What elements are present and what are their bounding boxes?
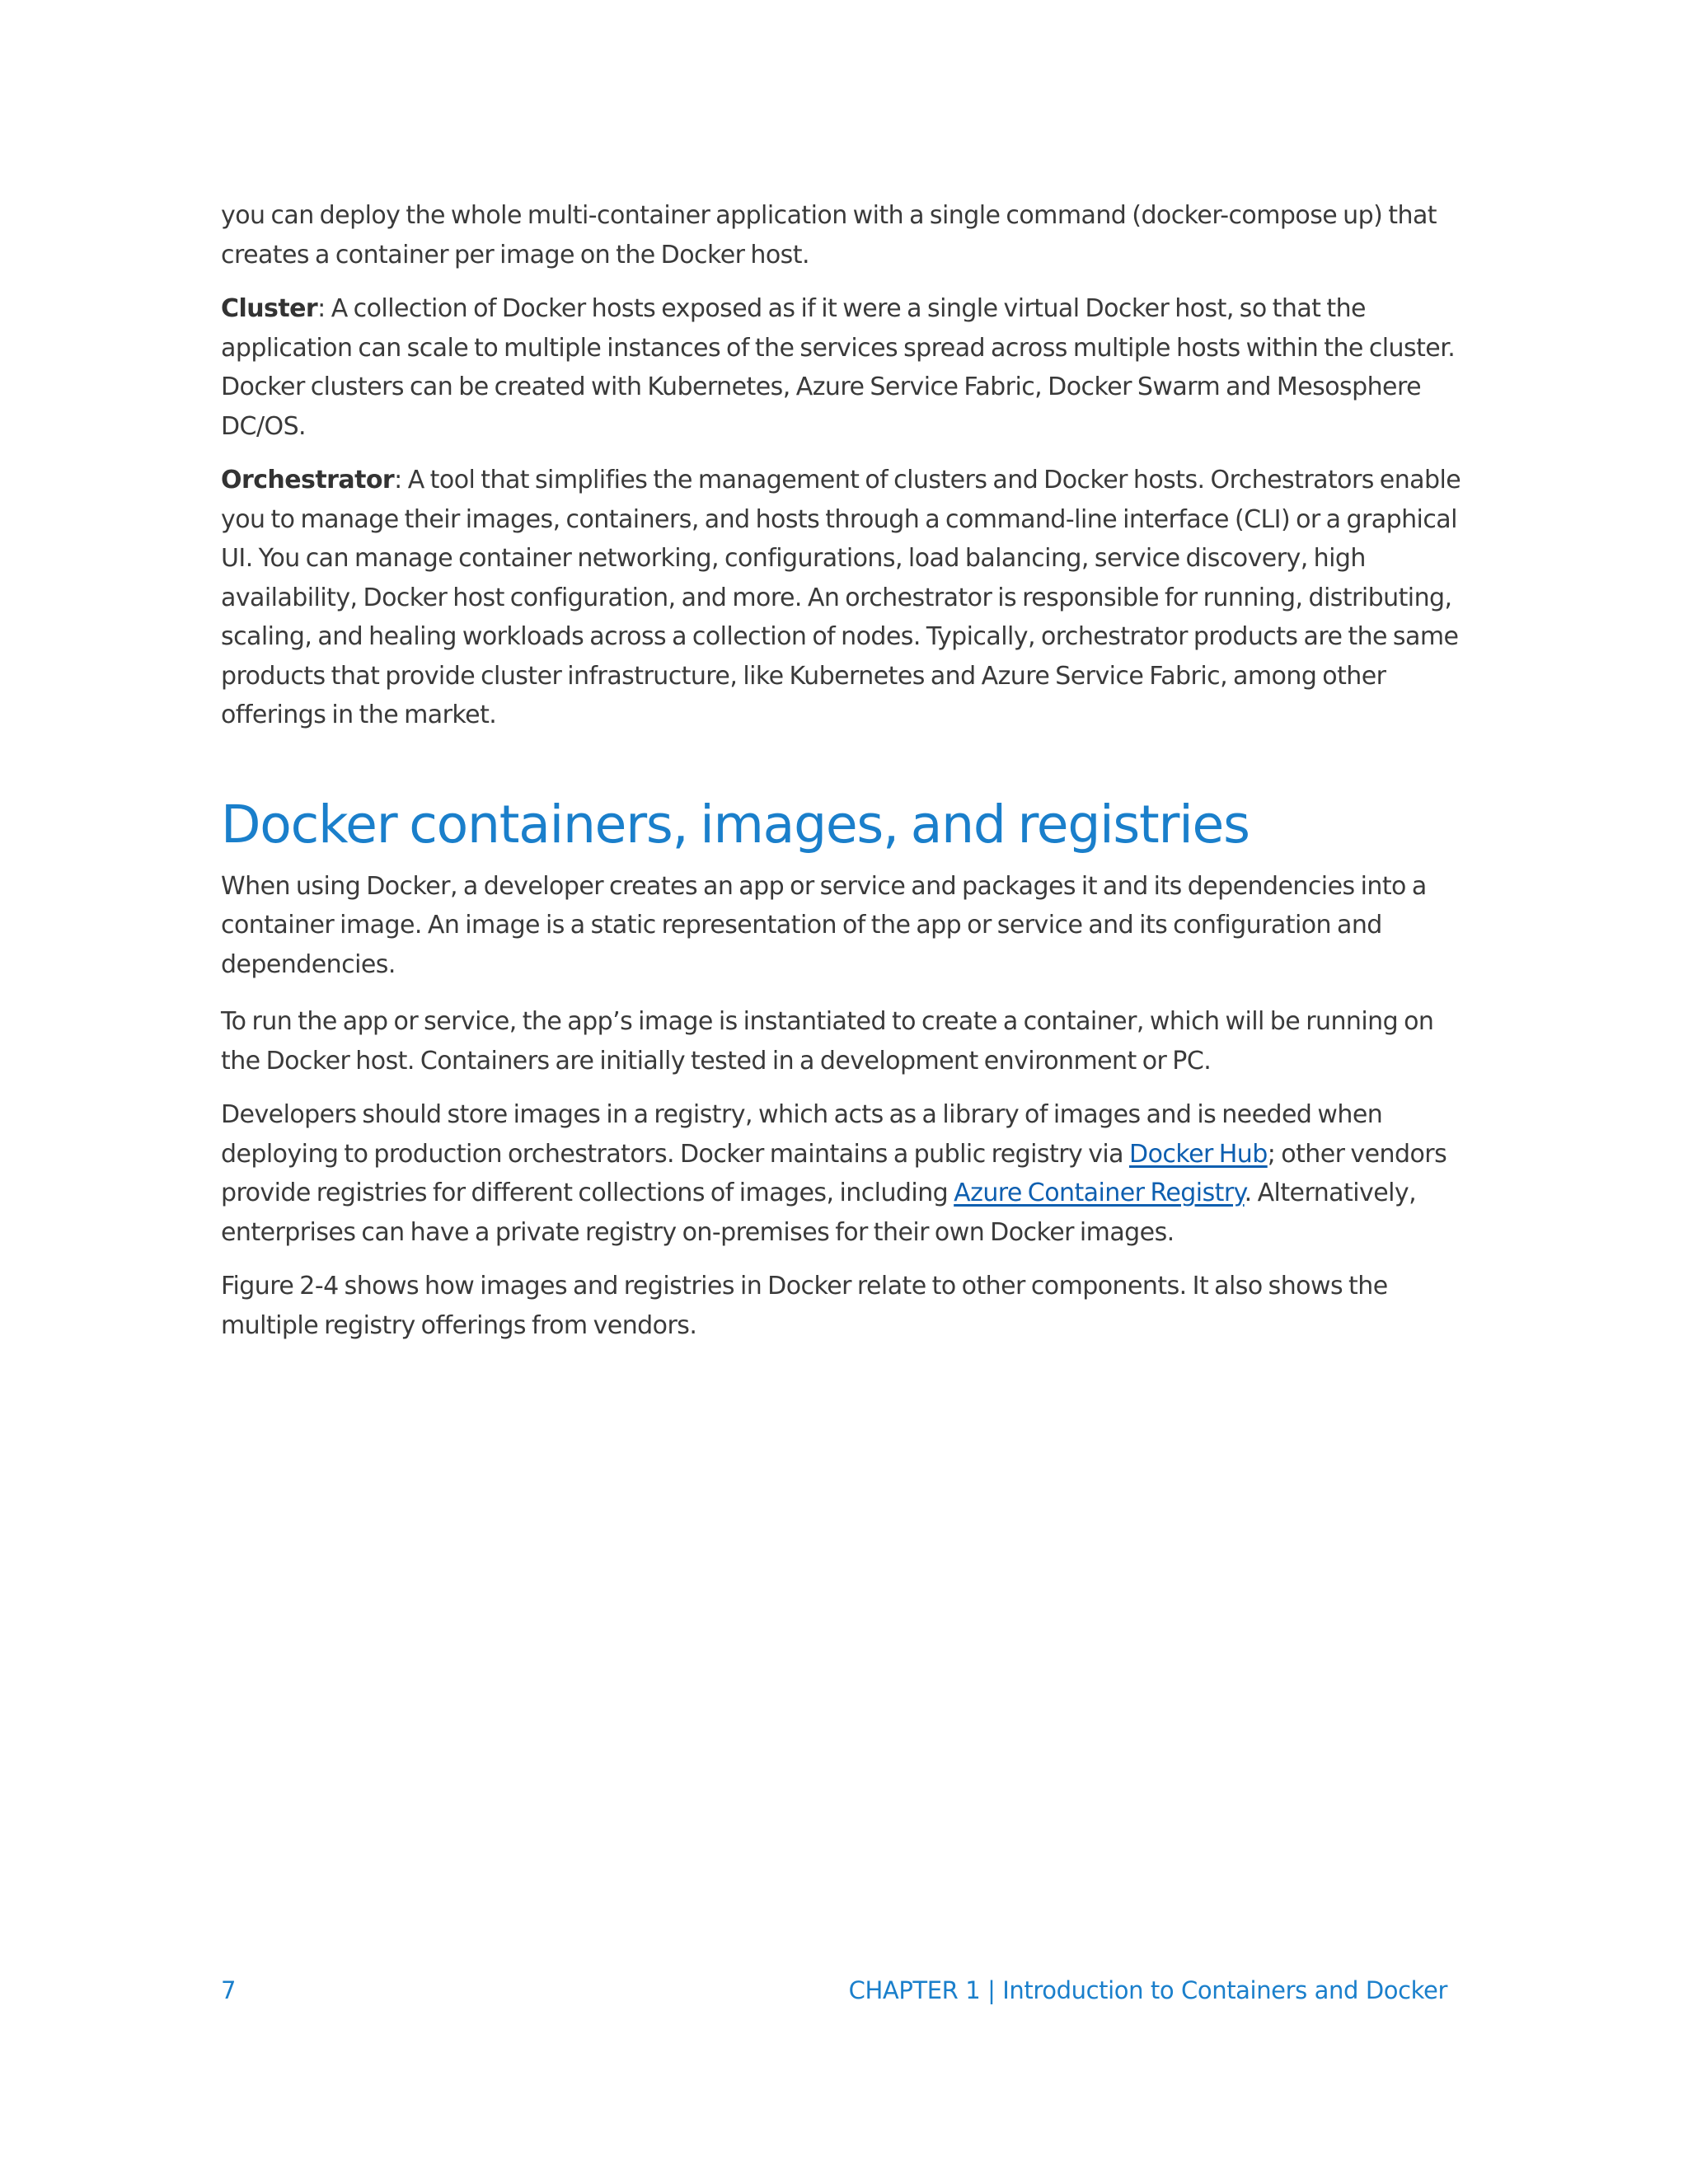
registry-text-3: . Alternatively, enterprises can have a private registry on-premises for their own Docker images. — [221, 1179, 1417, 1247]
azure-container-registry-link[interactable]: Azure Container Registry — [954, 1179, 1245, 1207]
registry-paragraph — [221, 1095, 1474, 1252]
cluster-term: Cluster — [221, 294, 318, 323]
document-page — [221, 196, 1474, 1345]
orchestrator-term: Orchestrator — [221, 466, 395, 494]
docker-hub-link[interactable]: Docker Hub — [1129, 1139, 1268, 1169]
orchestrator-definition-text: : A tool that simplifies the management of clusters and Docker hosts. Orchestrators enable you to manage their images, containers, and hosts through a command-line interface (CLI) or a graphical UI. You can manage container networking, configurations, load balancing, service discovery, high availability, Docker host configuration, and more. An orchestrator is responsible for running, distributing, scaling, and healing workloads across a collection of nodes. Typically, orchestrator products are the same products that provide cluster infrastructure, like Kubernetes and Azure Service Fabric, among other offerings in the market. — [221, 466, 1461, 729]
figure-reference-paragraph: Figure 2-4 shows how images and registries in Docker relate to other components. It also shows the multiple registry offerings from vendors. — [221, 1272, 1388, 1340]
registry-text-1: Developers should store images in a registry, which acts as a library of images and is needed when deploying to production orchestrators. Docker maintains a public registry via — [221, 1100, 1383, 1169]
page-number: 7 — [221, 1976, 237, 2004]
section-heading: Docker containers, images, and registries — [221, 794, 1250, 855]
orchestrator-definition — [221, 461, 1474, 735]
cluster-definition — [221, 289, 1474, 446]
cluster-definition-text: : A collection of Docker hosts exposed as if it were a single virtual Docker host, so that the application can scale to multiple instances of the services spread across multiple hosts within the cluster. Docker clusters can be created with Kubernetes, Azure Service Fabric, Docker Swarm and Mesosphere DC/OS. — [221, 294, 1456, 441]
intro-paragraph: you can deploy the whole multi-container application with a single command (docker-compose up) that creates a container per image on the Docker host. — [221, 201, 1437, 269]
images-paragraph: When using Docker, a developer creates an app or service and packages it and its dependencies into a container image. An image is a static representation of the app or service and its configuration and dependencies. — [221, 871, 1427, 979]
chapter-title: CHAPTER 1 | Introduction to Containers and Docker — [848, 1976, 1447, 2004]
registry-text-2: ; other vendors provide registries for different collections of images, including — [221, 1139, 1447, 1207]
page-footer — [221, 1972, 1447, 2008]
run-paragraph: To run the app or service, the app’s image is instantiated to create a container, which will be running on the Docker host. Containers are initially tested in a development environment or PC. — [221, 1007, 1434, 1076]
